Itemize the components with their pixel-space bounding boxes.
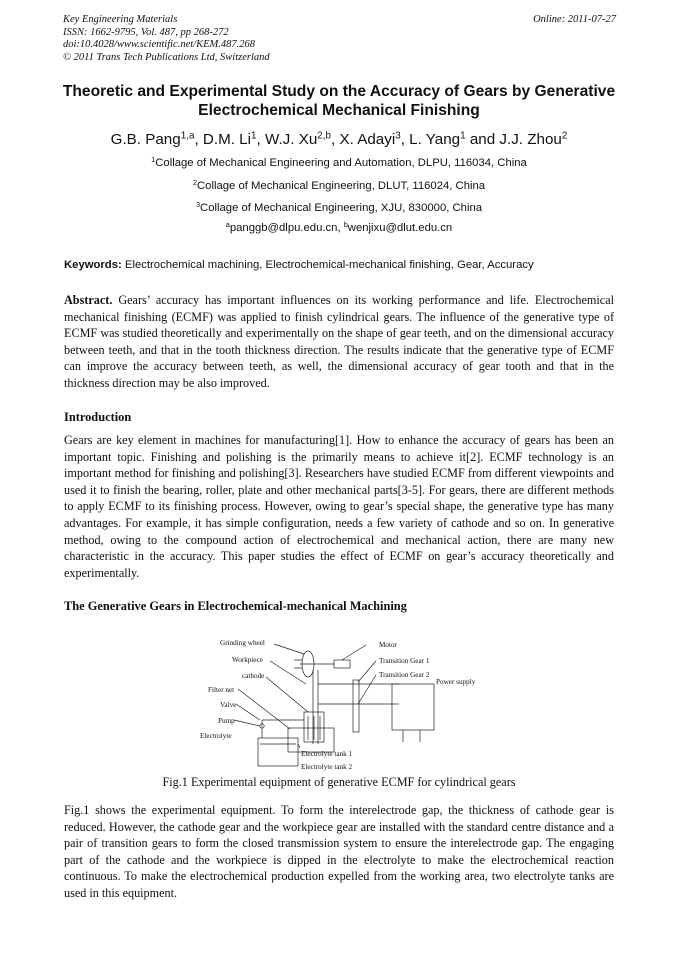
figure-caption: Fig.1 Experimental equipment of generative ECMF for cylindrical gears: [162, 775, 516, 789]
label-motor: Motor: [379, 641, 397, 649]
paper-title: Theoretic and Experimental Study on the Accuracy of Gears by Generative Electrochemical Mechanical Finishing: [62, 83, 616, 119]
affiliation-1: $^1$Collage of Mechanical Engineering and Automation, DLPU, 116034, China: [151, 154, 527, 169]
author-sup: 2,b: [317, 130, 332, 142]
doi: doi:10.4028/www.scientific.net/KEM.487.268: [63, 39, 255, 50]
transition-gear-icon: [353, 680, 359, 732]
label-grinding-wheel: Grinding wheel: [220, 639, 265, 647]
affiliation-2: $^2$Collage of Mechanical Engineering, DLUT, 116024, China: [192, 177, 486, 192]
label-cathode: cathode: [242, 672, 265, 680]
copyright: © 2011 Trans Tech Publications Ltd, Switzerland: [63, 51, 270, 63]
label-tank-1: Electrolyte tank 1: [301, 750, 353, 758]
introduction-text: Gears are key element in machines for manufacturing[1]. How to enhance the accuracy of gears has been an important topic. Finishing and polishing is the primarily means to achieve it[2]. ECMF technology is an important method for finishing and polishing[3]. Researchers have studied ECMF from different viewpoints and used it to finish the bearing, roller, plate and other mechanical parts[3-5]. For gears, there are different methods to apply ECMF to its finishing process. However, owing to gear’s special shape, the generative type has many advantages. For example, it has simple configuration, needs a few variety of cathode and so on. In generative method, owing to the compound action of electrochemical and mechanical action, there are many new characteristic in the accuracy. This paper studies the effect of ECMF on gear’s accuracy theoretically and experimentally.: [64, 433, 614, 580]
electrolyte-tank-1-icon: [288, 728, 334, 752]
author-sup: 2: [561, 130, 568, 142]
email-a[interactable]: panggb@dlpu.edu.cn,: [229, 222, 341, 234]
equipment-figure: [196, 632, 496, 774]
author-sup: 1: [460, 130, 466, 142]
keywords-label: Keywords:: [64, 259, 122, 271]
author-sup: 3: [395, 130, 401, 142]
power-supply-icon: [392, 684, 434, 730]
author: X. Adayi: [339, 131, 396, 148]
author: D.M. Li: [202, 131, 251, 148]
issn: ISSN: 1662-9795, Vol. 487, pp 268-272: [63, 26, 229, 38]
author-list: G.B. Pang$^{1,a}$, D.M. Li$^1$, W.J. Xu$^{2,b}$, X. Adayi$^3$, L. Yang$^1$ and J.J. Zhou$^2$: [110, 130, 568, 148]
keywords-text: Electrochemical machining, Electrochemical-mechanical finishing, Gear, Accuracy: [124, 259, 534, 271]
label-electrolyte: Electrolyte: [200, 732, 232, 740]
author-sup: 1,a: [180, 130, 195, 142]
section-2-text: Fig.1 shows the experimental equipment. To form the interelectrode gap, the thickness of cathode gear is reduced. However, the cathode gear and the workpiece gear are installed with the standard centre distance and a pair of transition gears to form the closed transmission system to ensure the interelectrode gap. The engaging part of the cathode and the workpiece is dipped in the electrolyte to make the electrochemical reaction continuous. To make the electrochemical production expelled from the working area, two electrolyte tanks are used in this equipment.: [64, 803, 614, 900]
author-emails: $^a$panggb@dlpu.edu.cn, $^b$wenjixu@dlut.edu.cn: [225, 219, 453, 234]
label-filter-net: Filter net: [208, 686, 235, 694]
journal-header: [63, 14, 270, 64]
abstract-text: Gears’ accuracy has important influences on its working performance and life. Electrochemical mechanical finishing (ECMF) was applied to finish cylindrical gears. The influence of the generative type of ECMF was studied theoretically and experimentally on the shape of gear teeth, and on the dimensional accuracy between teeth, and that in the tooth thickness direction. The results indicate that the generative type of ECMF can improve the accuracy between teeth, as well, the dimensional accuracy of gear tooth and that in the thickness direction may be also improved.: [64, 293, 614, 390]
label-power-supply: Power supply: [436, 678, 476, 686]
introduction-heading: Introduction: [64, 410, 132, 424]
label-workpiece: Workpiece: [232, 656, 263, 664]
label-pump: Pump: [218, 717, 235, 725]
author: G.B. Pang: [110, 131, 181, 148]
online-date: Online: 2011-07-27: [533, 14, 616, 25]
label-valve: Valve: [220, 701, 237, 709]
label-transition-gear-2: Transition Gear 2: [379, 671, 430, 679]
section-2-heading: The Generative Gears in Electrochemical-mechanical Machining: [64, 599, 407, 613]
journal-name: Key Engineering Materials: [63, 14, 178, 25]
author-sup: 1: [251, 130, 257, 142]
author: L. Yang: [409, 131, 461, 148]
email-b[interactable]: wenjixu@dlut.edu.cn: [347, 222, 453, 234]
motor-icon: [334, 660, 350, 668]
label-tank-2: Electrolyte tank 2: [301, 763, 353, 771]
author: W.J. Xu: [264, 131, 318, 148]
label-transition-gear-1: Transition Gear 1: [379, 657, 430, 665]
author: J.J. Zhou: [499, 131, 562, 148]
keywords: [64, 259, 624, 271]
affiliation-3: $^3$Collage of Mechanical Engineering, XJU, 830000, China: [195, 199, 483, 214]
abstract-label: Abstract.: [64, 293, 113, 307]
abstract: [64, 292, 614, 392]
